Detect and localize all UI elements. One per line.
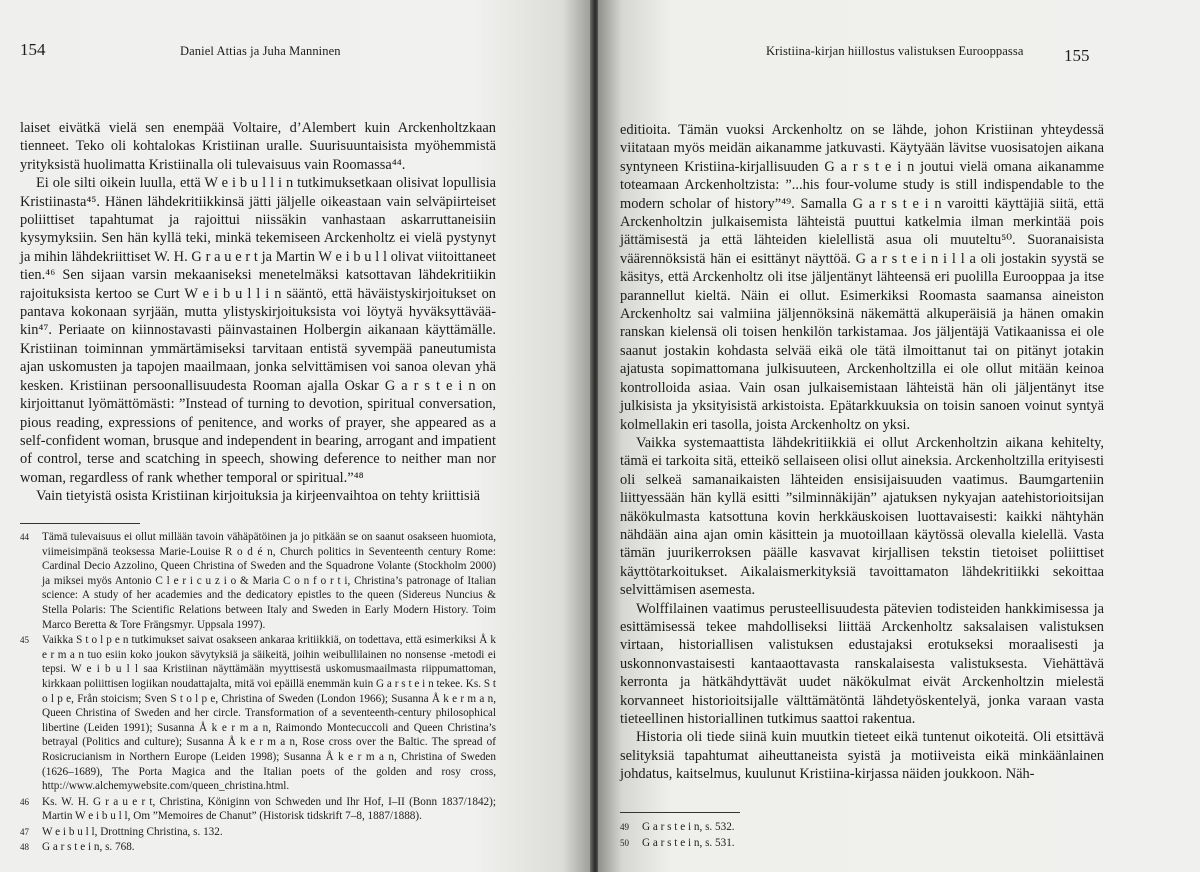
- footnote: [20, 825, 496, 840]
- right-page: [598, 0, 1200, 872]
- paragraph: Historia oli tiede siinä kuin muutkin tieteet eikä tuntenut oikoteitä. Oli etsittävä selityksiä tapahtumat aiheuttaneista syistä ja motiiveista eikä minkäänlainen johdatus, kaitselmus, kuulunut Kristiina-kirjassa näiden joukkoon. Näh-: [620, 729, 1104, 783]
- footnote: [620, 820, 920, 835]
- footnote: [20, 840, 496, 855]
- footnote-number: 49: [620, 822, 629, 832]
- footnote-text: Ks. W. H. G r a u e r t, Christina, Königinn von Schweden und Ihr Hof, I–II (Bonn 1837/1842); Martin W e i b u l l, Om ”Memoires de Chanut” (Historisk tidskrift 7–8, 1887/1888).: [42, 795, 496, 823]
- footnotes: [20, 530, 496, 856]
- footnote: [620, 836, 920, 851]
- paragraph: Ei ole silti oikein luulla, että W e i b u l l i n tutkimuksetkaan olisivat lopullisia Kristiinasta⁴⁵. Hänen lähdekritiikkinsä jätti jäljelle oikeastaan vain selväpiirteiset poliittiset tapahtumat ja rajoittui niissäkin vanhastaan askarruttaneisiin kysymyksiin. Sen hän kyllä teki, minkä tekemiseen Arckenholtz ei vielä pystynyt ja mihin lähdekriittiset W. H. G r a u e r t ja Martin W e i b u l l olivat viitoittaneet tien.⁴⁶ Sen sijaan varsin mekaaniseksi menetelmäksi katsottavan lähdekritiikin rajoituksista kertoo se Curt W e i b u l l i n sääntö, että häväistyskirjoitukset on pantava kokonaan syrjään, mutta ylistyskirjoituksista voi löytyä hyväksyttävää-kin⁴⁷. Periaate on kiinnostavasti päinvastainen Holbergin aikanaan käyttämälle. Kristiinan toiminnan ymmärtämiseksi tarvitaan entistä syvempää paneutumista ajan uskomusten ja tapojen maailmaan, jonka selvittämisen voi sanoa olevan yhä kesken. Kristiinan persoonallisuudesta Rooman ajalla Oskar G a r s t e i n on kirjoittanut lyömättömästi: ”Instead of turning to devotion, spiritual conversation, pious reading, expressions of penitence, and works of prayer, she appeared as a self-confident woman, brusque and independent in bearing, arrogant and impatient of control, terse and scatching in speech, showing deference to neither man nor woman, regardless of rank whether temporal or spiritual.”⁴⁸: [20, 175, 496, 486]
- footnote: [20, 633, 496, 794]
- footnote-number: 44: [20, 532, 29, 542]
- footnote-rule: [620, 812, 740, 813]
- footnote-text: G a r s t e i n, s. 532.: [642, 821, 735, 833]
- footnote-rule: [20, 523, 140, 524]
- footnote-text: W e i b u l l, Drottning Christina, s. 132.: [42, 825, 223, 838]
- footnote-number: 46: [20, 796, 29, 807]
- body-text: [20, 119, 496, 506]
- footnote: [20, 795, 496, 824]
- footnote-number: 47: [20, 826, 29, 837]
- footnote-text: G a r s t e i n, s. 531.: [642, 836, 735, 849]
- paragraph: Vaikka systemaattista lähdekritiikkiä ei ollut Arckenholtzin aikana kehitelty, tämä ei tarkoita sitä, etteikö sellaiseen olisi ollut aineksia. Arckenholtzilla erityisesti oli selkeä samanaikaisten lähteiden ensisijaisuuden vaatimus. Baumgarteniin liittyessään hän kyllä esitti ”silminnäkijän” ajatuksen nykyajan aatehistorioitsijan näkökulmasta katsottuna kovin herkkäuskoisen luottavaisesti: kaikki nähtyhän nähdään aina ajan omin käsittein ja muotoillaan käytössä olevalla kielellä. Vasta tämän juurikerroksen päälle kasvavat kirjallisen tekstin tietoiset poliittiset käyttötarkoitukset. Aikalaismerkityksiä tavoittamaton lähdekritiikki sekoittaa selvittämisen asemesta.: [620, 434, 1104, 599]
- paragraph: laiset eivätkä vielä sen enempää Voltaire, d’Alembert kuin Arckenholtzkaan tienneet. Teko oli kohtalokas Kristiinan uralle. Suurisuuntaisista myöhemmistä yrityksistä huolimatta Kristiinalla oli tulevaisuus vain Roomassa⁴⁴.: [20, 120, 496, 173]
- footnote-text: G a r s t e i n, s. 768.: [42, 841, 135, 854]
- footnote-number: 45: [20, 635, 29, 646]
- paragraph: Wolffilainen vaatimus perusteellisuudesta pätevien todisteiden hankkimisessa ja esittämisessä tekee mahdolliseksi liittää Arckenholtz saksalaisen valistuksen virtaan, historiallisen valistuksen edustajaksi erotukseksi moraalisesti ja uskonnonvastaisesti kantaaottavasta ranskalaisesta valistuksesta. Viehättävä kerronta ja hätkähdyttävät uudet näkökulmat eivät Arckenholtzin mielestä korvanneet historioitsijalle välttämätöntä lähdetyöskentelyä, jonka varaan vasta tieteellinen historiallinen tutkimus saattoi rakentua.: [620, 600, 1104, 727]
- page-number: 154: [20, 40, 46, 59]
- body-text: [620, 121, 1104, 784]
- left-page: [0, 0, 592, 872]
- footnote: [20, 530, 496, 632]
- footnote-text: Tämä tulevaisuus ei ollut millään tavoin vähäpätöinen ja jo pitkään se on saanut osakseen huomiota, viimeisimpänä teoksessa Marie-Louise R o d é n, Church politics in Seventeenth century Rome: Cardinal Decio Azzolino, Queen Christina of Sweden and the Squadrone Volante (Stockholm 2000) ja miksei myös Antonio C l e r i c u z i o & Maria C o n f o r t i, Christina’s patronage of Italian science: A study of her academies and the dedicatory epistles to the queen (Sidereus Nuncius & Stella Polaris: The Scientific Relations between Italy and Sweden in Early Modern History. Toim Marco Beretta & Tore Frängsmyr. Uppsala 1997).: [42, 531, 496, 631]
- paragraph: Vain tietyistä osista Kristiinan kirjoituksia ja kirjeenvaihtoa on tehty kriittisiä: [36, 488, 481, 505]
- paragraph: editioita. Tämän vuoksi Arckenholtz on se lähde, johon Kristiinan yhteydessä viitataan myös meidän aikanamme jatkuvasti. Käytyään lävitse vuosisatojen aikana syntyneen Kristiina-kirjallisuuden G a r s t e i n joutui vielä omana aikanamme toteamaan Arckenholtzista: ”...his four-volume study is still indispendable to the modern scholar of history”⁴⁹. Samalla G a r s t e i n varoitti käyttäjiä siitä, että Arckenholtzin julkaisemista lähteistä puuttui katkelmia ilman merkintää pois jättämisestä ja että lähteiden kielellistä asua oli muuteltu⁵⁰. Suoranaisista väärennöksistä hän ei esittänyt näyttöä. G a r s t e i n i l l a oli jostakin syystä se käsitys, että Arckenholtz oli itse jäljentänyt lähteensä eri puolilla Eurooppaa ja itse parannellut kieltä. Näin ei ollut. Esimerkiksi Roomasta saamansa aineiston Arckenholtz sai valmiina jäljennöksinä näkemättä alkuperäisiä ja hänen omakin ranskan kielensä oli toisen henkilön tarkistamaa. Jos jäljentäjä Vatikaanissa ei ole saanut jostakin kohdasta selvää eikä ole tätä ilmoittanut tai on pitänyt jotakin ajatusta sopimattomana julkisuuteen, Arckenholtzilla ei ole ollut mitään keinoa kontrolloida asiaa. Vain osan julkaisemistaan lähteistä hän oli jäljentänyt itse julkisista ja yksityisistä arkistoista. Epätarkkuuksia on toisin sanoen voinut syntyä kolmellakin eri tasolla, joista Arckenholtz on yksi.: [620, 122, 1104, 433]
- page-number: 155: [1064, 46, 1090, 65]
- footnote-text: Vaikka S t o l p e n tutkimukset saivat osakseen ankaraa kritiikkiä, on todettava, että esimerkiksi Å k e r m a n tuo esiin koko joukon sävytyksiä ja säikeitä, joihin weibullilainen no nonsense -metodi ei tepsi. W e i b u l l saa Kristiinan näyttämään myyttisestä uskomusmaailmasta riippumattoman, kirkkaan poliittisen logiikan noudattajalta, mitä voi epäillä enemmän kuin G a r s t e i n tekee. Ks. S t o l p e, Från stoicism; Sven S t o l p e, Christina of Sweden (London 1966); Susanna Å k e r m a n, Queen Christina of Sweden and her circle. Transformation of a seventeenth-century philosophical libertine (Leiden 1991); Susanna Å k e r m a n, Raimondo Montecuccoli and Queen Christina’s betrayal (Politics and culture); Susanna Å k e r m a n, Rose cross over the Baltic. The spread of Rosicrucianism in Northern Europe (Leiden 1998); Susanna Å k e r m a n, Christina of Sweden (1626–1689), The Porta Magica and the Italian poets of the golden and rosy cross, http://www.alchemywebsite.com/queen_christina.html.: [42, 634, 496, 793]
- running-head: Kristiina-kirjan hiillostus valistuksen Eurooppassa: [766, 44, 1024, 58]
- running-head: Daniel Attias ja Juha Manninen: [180, 44, 341, 58]
- footnote-number: 50: [620, 837, 629, 848]
- footnote-number: 48: [20, 842, 29, 853]
- footnotes: [620, 820, 920, 851]
